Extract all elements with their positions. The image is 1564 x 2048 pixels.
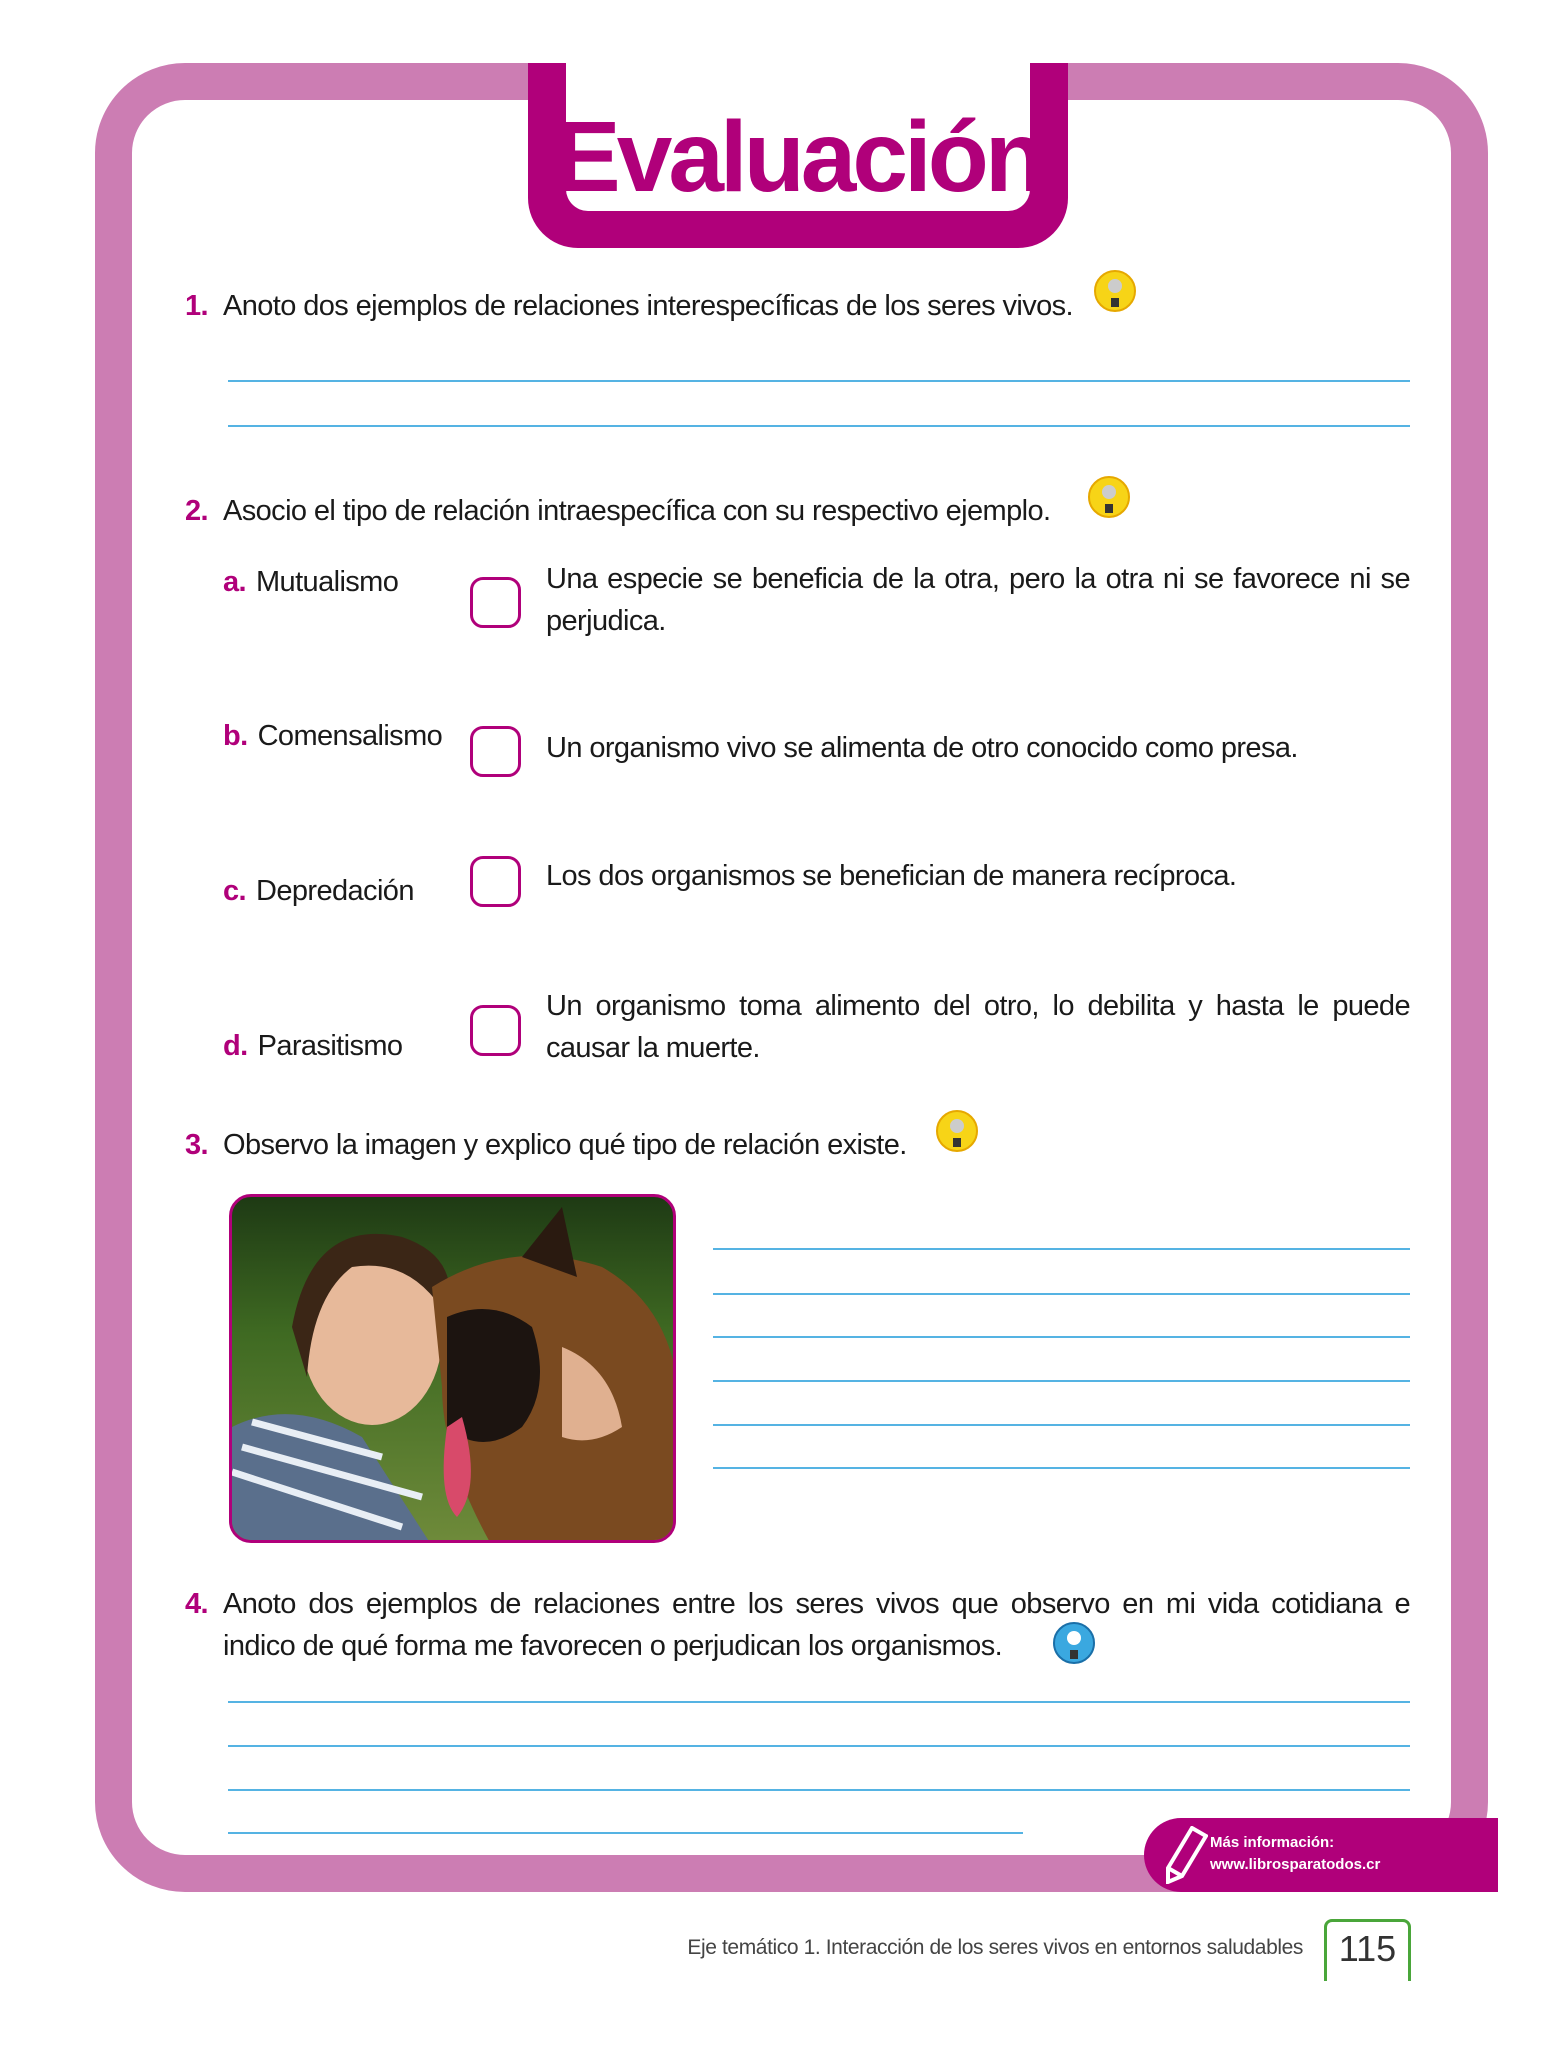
answer-line[interactable] <box>713 1293 1410 1295</box>
page-number: 115 <box>1324 1919 1411 1981</box>
answer-line[interactable] <box>228 380 1410 382</box>
option-letter: c. <box>223 875 246 907</box>
description-3: Los dos organismos se benefician de manera recíproca. <box>546 860 1237 892</box>
option-letter: b. <box>223 720 248 752</box>
answer-line[interactable] <box>713 1380 1410 1382</box>
answer-box-1[interactable] <box>470 577 521 628</box>
option-letter: a. <box>223 566 246 598</box>
photo-illustration <box>232 1197 676 1543</box>
lightbulb-icon <box>1087 476 1131 524</box>
question-number: 2. <box>185 495 208 527</box>
lightbulb-icon-blue <box>1052 1622 1096 1670</box>
option-d <box>223 1030 402 1063</box>
answer-line[interactable] <box>713 1336 1410 1338</box>
answer-line[interactable] <box>228 1832 1023 1834</box>
question-number: 3. <box>185 1129 208 1161</box>
more-info-link[interactable]: www.librosparatodos.cr <box>1210 1856 1381 1873</box>
question-text: Asocio el tipo de relación intraespecífica con su respectivo ejemplo. <box>223 495 1051 527</box>
answer-line[interactable] <box>228 425 1410 427</box>
answer-line[interactable] <box>228 1789 1410 1791</box>
answer-line[interactable] <box>713 1248 1410 1250</box>
question-4 <box>0 1583 1564 1673</box>
question-text: Anoto dos ejemplos de relaciones interespecíficas de los seres vivos. <box>223 290 1074 322</box>
answer-box-2[interactable] <box>470 726 521 777</box>
answer-line[interactable] <box>228 1701 1410 1703</box>
answer-line[interactable] <box>713 1467 1410 1469</box>
question-number: 1. <box>185 290 208 322</box>
more-info-label: Más información: <box>1210 1834 1335 1851</box>
lightbulb-icon <box>1093 270 1137 318</box>
description-4: Un organismo toma alimento del otro, lo debilita y hasta le puede causar la muerte. <box>546 990 1410 1064</box>
option-label: Comensalismo <box>257 720 443 752</box>
lightbulb-icon <box>935 1110 979 1158</box>
answer-line[interactable] <box>713 1424 1410 1426</box>
footer-text: Eje temático 1. Interacción de los seres vivos en entornos saludables <box>687 1936 1303 1959</box>
question-text: Anoto dos ejemplos de relaciones entre los seres vivos que observo en mi vida cotidiana e indico de qué forma me favorecen o perjudican los organismos. <box>223 1588 1410 1662</box>
girl-hugging-dog-photo <box>229 1194 676 1543</box>
answer-line[interactable] <box>228 1745 1410 1747</box>
answer-box-4[interactable] <box>470 1005 521 1056</box>
description-1: Una especie se beneficia de la otra, pero la otra ni se favorece ni se perjudica. <box>546 563 1410 637</box>
option-letter: d. <box>223 1030 248 1062</box>
more-info-banner[interactable] <box>1144 1818 1498 1892</box>
pencil-icon <box>1164 1826 1208 1884</box>
option-b <box>223 720 442 753</box>
description-2: Un organismo vivo se alimenta de otro conocido como presa. <box>546 732 1298 764</box>
page-title: Evaluación <box>554 101 1042 213</box>
option-c <box>223 875 414 908</box>
question-text: Observo la imagen y explico qué tipo de relación existe. <box>223 1129 907 1161</box>
option-label: Parasitismo <box>257 1030 403 1062</box>
option-label: Mutualismo <box>256 566 399 598</box>
question-number: 4. <box>185 1588 208 1620</box>
option-a <box>223 566 398 599</box>
answer-box-3[interactable] <box>470 856 521 907</box>
option-label: Depredación <box>256 875 414 907</box>
